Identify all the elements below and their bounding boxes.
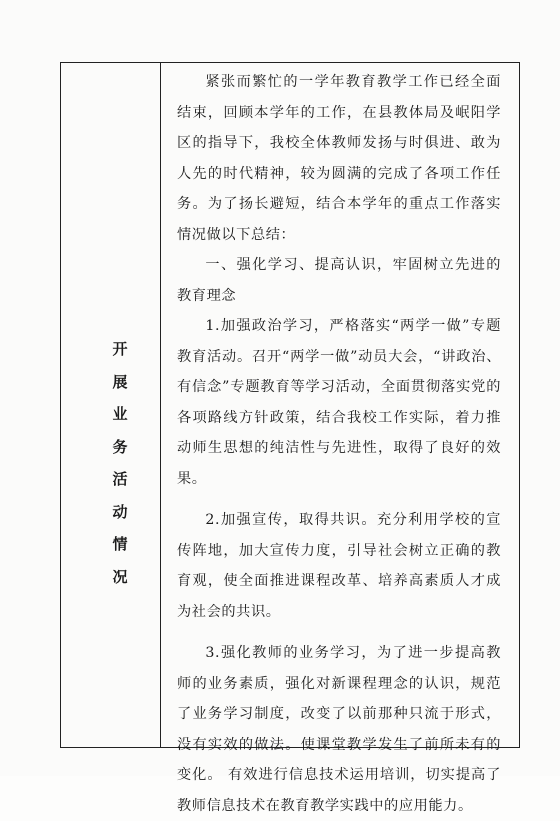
section-heading: 一、强化学习、提高认识，牢固树立先进的教育理念 <box>177 257 501 304</box>
section-label-char: 开 <box>112 340 128 358</box>
section-label <box>109 333 131 593</box>
section-label-char: 展 <box>112 372 128 391</box>
section-label-char: 动 <box>112 502 128 521</box>
intro-paragraph: 紧张而繁忙的一学年教育教学工作已经全面结束，回顾本学年的工作，在县教体局及岷阳学区的指导下，我校全体教师发扬与时俱进、敢为人先的时代精神，较为圆满的完成了各项工作任务。为了扬长避短，结合本学年的重点工作落实情况做以下总结： <box>177 74 501 243</box>
section-label-char: 情 <box>112 535 128 553</box>
item-paragraph-1: 1.加强政治学习，严格落实“两学一做”专题教育活动。召开“两学一做”动员大会，“讲政治、有信念”专题教育等学习活动，全面贯彻落实党的各项路线方针政策，结合我校工作实际，着力推动师生思想的纯洁性与先进性，取得了良好的效果。 <box>177 318 501 487</box>
section-label-char: 业 <box>112 405 128 423</box>
report-form-table <box>60 62 520 814</box>
label-column <box>61 63 161 747</box>
item-paragraph-3: 3.强化教师的业务学习，为了进一步提高教师的业务素质，强化对新课程理念的认识，规范了业务学习制度，改变了以前那种只流于形式，没有实效的做法。使课堂教学发生了前所未有的变化。 有效进行信息技术运用培训，切实提高了教师信息技术在教育教学实践中的应用能力。 <box>177 645 501 814</box>
item-paragraph-2: 2.加强宣传，取得共识。充分利用学校的宣传阵地，加大宣传力度，引导社会树立正确的教育观，使全面推进课程改革、培养高素质人才成为社会的共识。 <box>177 512 501 620</box>
section-label-char: 况 <box>112 567 128 586</box>
content-column <box>161 63 519 814</box>
section-label-char: 务 <box>112 437 128 456</box>
section-label-char: 活 <box>112 470 128 488</box>
